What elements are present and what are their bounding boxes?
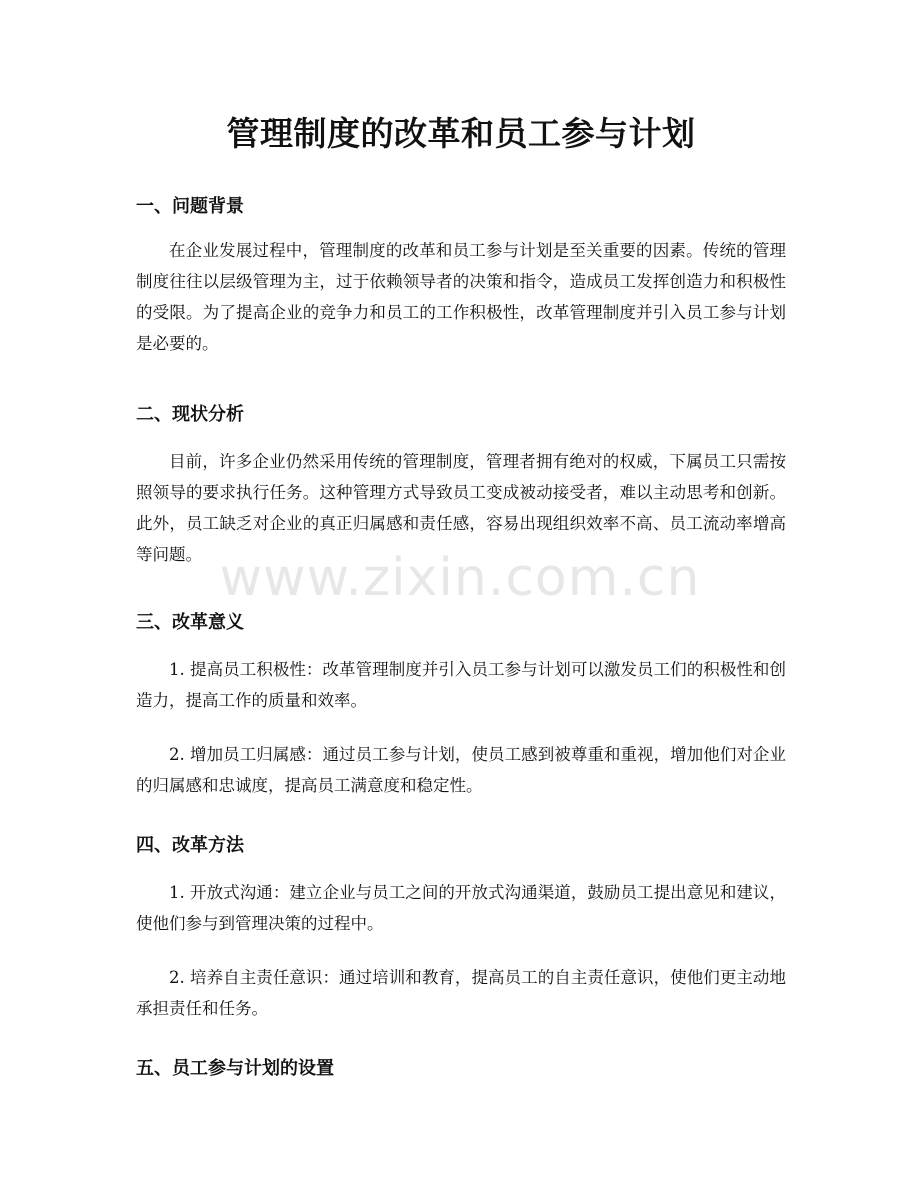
section-heading-analysis: 二、现状分析	[136, 404, 244, 425]
paragraph-analysis: 目前，许多企业仍然采用传统的管理制度，管理者拥有绝对的权威，下属员工只需按照领导的要求执行任务。这种管理方式导致员工变成被动接受者，难以主动思考和创新。此外，员工缺乏对企业的真正归属感和责任感，容易出现组织效率不高、员工流动率增高等问题。	[136, 452, 786, 564]
paragraph-background: 在企业发展过程中，管理制度的改革和员工参与计划是至关重要的因素。传统的管理制度往往以层级管理为主，过于依赖领导者的决策和指令，造成员工发挥创造力和积极性的受限。为了提高企业的竞争力和员工的工作积极性，改革管理制度并引入员工参与计划是必要的。	[136, 241, 786, 353]
section-heading-plan-setup: 五、员工参与计划的设置	[136, 1058, 334, 1079]
document-title: 管理制度的改革和员工参与计划	[226, 114, 696, 153]
paragraph-method-1: 1. 开放式沟通：建立企业与员工之间的开放式沟通渠道，鼓励员工提出意见和建议，使他们参与到管理决策的过程中。	[136, 883, 786, 933]
section-heading-methods: 四、改革方法	[136, 835, 244, 856]
section-heading-background: 一、问题背景	[136, 196, 244, 217]
watermark: www.zixin.com.cn	[219, 548, 701, 608]
paragraph-meaning-2: 2. 增加员工归属感：通过员工参与计划，使员工感到被尊重和重视，增加他们对企业的归属感和忠诚度，提高员工满意度和稳定性。	[136, 745, 786, 795]
paragraph-method-2: 2. 培养自主责任意识：通过培训和教育，提高员工的自主责任意识，使他们更主动地承担责任和任务。	[136, 968, 786, 1018]
section-heading-meaning: 三、改革意义	[136, 612, 244, 633]
paragraph-meaning-1: 1. 提高员工积极性：改革管理制度并引入员工参与计划可以激发员工们的积极性和创造力，提高工作的质量和效率。	[136, 660, 786, 710]
